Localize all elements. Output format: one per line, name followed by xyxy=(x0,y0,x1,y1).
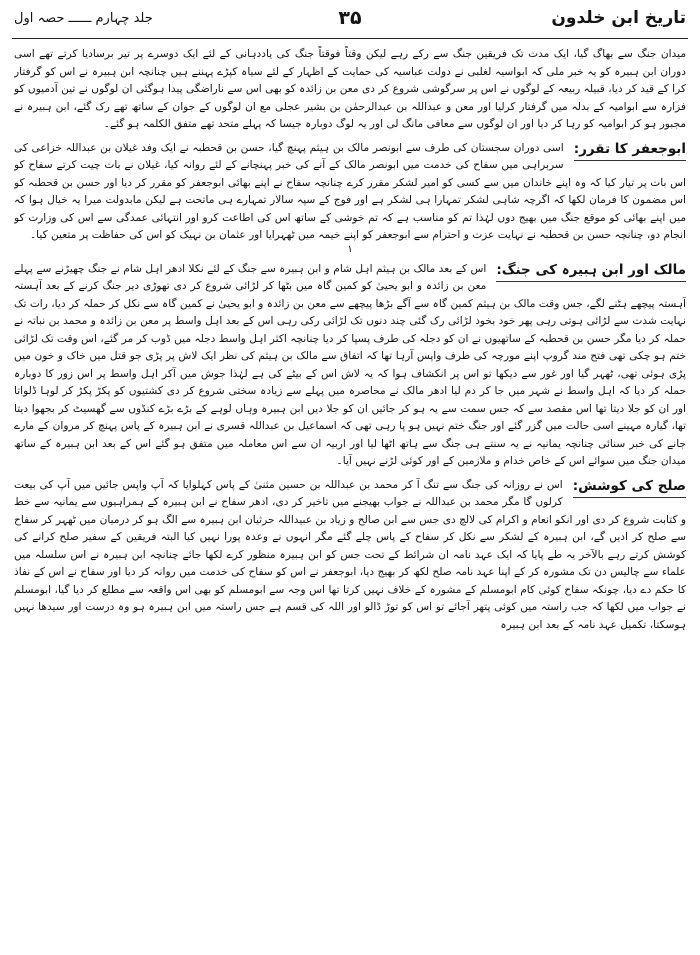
page-number: ۳۵ xyxy=(338,7,362,29)
paragraph-text: اسی دوران سجستان کی طرف سے ابونصر مالک بن ہیثم پہنچ گیا، حسن بن قحطبہ نے ایک وفد غیلان بن عبداللہ خزاعی کی سربراہی میں سفاح کی خدمت میں ابونصر مالک کے آنے کی خبر پہنچانے کے لئے روانہ کیا، غیلان نے بات چیت کرتے سفاح کو اس بات پر تیار کیا کہ وہ اپنے خاندان میں سے کسی کو امیر لشکر مقرر کرے چنانچہ سفاح نے اپنے بھائی ابوجعفر کو مقرر کر دیا اور حسن بن قحطبہ کو اس مضمون کا فرمان لکھا کہ اگرچہ شاہی لشکر تمہارا ہی لشکر ہے اور فوج کے سپہ سالار تمہارے ہی ماتحت ہے لیکن مابدولت میرا یہ خیال ہوا کہ میں اپنے بھائی کو موقع جنگ میں بھیج دوں لہٰذا تم کو مناسب ہے کہ تم خوشی کے ساتھ اس کی اطاعت کرو اور انتہائی عمدگی سے اس کی وزارت کو انجام دو، چنانچہ حسن بن قحطبہ نے نہایت عزت و احترام سے ابوجعفر کو اپنے خیمہ میں ٹھہرایا اور عثمان بن نہیک کو اس کی حفاظت پر متعین کیا۔ xyxy=(14,141,686,241)
footnote-mark: ۱ xyxy=(347,243,353,255)
section-heading: مالک اور ابن ہبیرہ کی جنگ: xyxy=(496,261,686,282)
section-peace-attempt xyxy=(14,477,686,635)
volume-label: جلد چہارم ــــــ حصہ اول xyxy=(14,11,153,26)
paragraph-text: اس کے بعد مالک بن ہیثم اہل شام و ابن ہبیرہ سے جنگ کے لئے نکلا ادھر اہل شام نے جنگ چھیڑنے سے پہلے معن بن زائدہ و ابو یحییٰ کو کمین گاہ میں بٹھا کر لڑائی شروع کر دی تھوڑی دیر جنگ کرنے کے بعد آہستہ آہستہ پیچھے ہٹنے لگے، جس وقت مالک بن ہیثم کمین گاہ سے آگے بڑھا پیچھے سے معن بن زائدہ و ابو یحییٰ نے کمین گاہ سے نکل کر حملہ کر دیا، رات تک نہایت شدت سے لڑائی ہوتی رہی پھر خود بخود لڑائی رک گئی چند دنوں تک لڑائی رکی رہی اس کے بعد اہل واسط پر معن بن زائدہ و محمد بن نباتہ نے حملہ کر دیا مگر حسن بن قحطبہ کے ساتھیوں نے ان کو دجلہ کی طرف پسپا کر دیا چنانچہ اکثر اہل واسط دجلہ میں ڈوب کر مر گئے، اس وقت تک لڑائی ختم ہو چکی تھی فتح مند گروپ اپنے مورچہ کی طرف واپس آرہا تھا کہ اتفاق سے مالک بن ہیثم کی نظر ایک لاش پر پڑی جو قتل میں خاک و خون میں پڑی ہوئی تھی، ٹھہر گیا اور غور سے دیکھا تو اس پر انکشاف ہوا کہ یہ لاش اس کے بیٹے کی ہے لہٰذا جوش میں آکر اہل واسط پر اس زور کا دوبارہ حملہ کر دیا کہ اہل واسط نے شہر میں جا کر دم لیا ادھر مالک نے محاصرہ میں پہلے سے زیادہ سختی شروع کر دی کشتیوں کو پکڑ پکڑ کر لوہا ڈلواتا اور ان کو جلا دیتا تھا اس مقصد سے کہ جس سمت سے یہ ہو کر جائیں ان کو جلا دیں ابن ہبیرہ وہاں لوہے کے بڑے بڑے کنڈوں سے گھسیٹ کر بجھوا دیتا تھا، گیارہ مہینے اسی حالت میں گزر گئے اور جنگ ختم نہیں ہو پا رہی تھی کہ اسماعیل بن عبداللہ قسری نے ابن ہبیرہ کے پاس پہنچ کر مروان کے مارے جانے کی خبر سنائی چنانچہ یمانیہ نے یہ سنتے ہی جنگ سے ہاتھ اٹھا لیا اور اربیہ ان سے اس معاملہ میں متفق ہو گئے اس کے بعد ابن ہبیرہ کے ساتھ میدان جنگ میں سوائے اس کے خاص خدام و ملازمین کے اور کوئی لڑنے نہیں آیا۔ xyxy=(14,262,686,467)
section-abu-jafar-appointment xyxy=(14,140,686,245)
section-heading: ابوجعفر کا تقرر: xyxy=(574,140,686,161)
paragraph-text: میدان جنگ سے بھاگ گیا، ایک مدت تک فریقین جنگ سے رکے رہے لیکن وقتاً فوقتاً جنگ کی یاددہانی کے لئے ایک دوسرے پر تیر برسادیا کرتے تھے اسی دوران ابن ہبیرہ کو یہ خبر ملی کہ ابواسیہ لغلبی نے دولت عباسیہ کی حمایت کے اظہار کے لئے سیاہ کپڑے پہننے ہیں چنانچہ ابن ہبیرہ نے اس کو گرفتار کرا کے قید کر دیا، قبیلہ ربیعہ کے لوگوں نے اس پر سرگوشی شروع کر دی معن بن زائدہ کو بھی اس سے ناراضگی پیدا ہوگئی ان لوگوں نے تین آدمیوں کو فزارہ سے ابوامیہ کے بدلہ میں گرفتار کرلیا اور معن و عبداللہ بن عبدالرحمٰن بن بشیر عجلی مع ان لوگوں کے جوان کے ساتھ تھے رک گئے، ابن ہبیرہ نے مجبور ہو کر ابوامیہ کو رہا کر دیا اور ان لوگوں سے معافی مانگ لی اور یہ لوگ دوبارہ جیسا کہ پہلے متحد تھے متفق الکلمہ ہو گئے۔ xyxy=(14,48,686,130)
section-malik-ibn-hubayra-battle xyxy=(14,261,686,471)
paragraph-1 xyxy=(14,46,686,134)
section-heading: صلح کی کوشش: xyxy=(573,477,686,498)
book-title: تاریخ ابن خلدون xyxy=(551,8,686,28)
page-header xyxy=(12,4,688,39)
page-body xyxy=(14,46,686,951)
paragraph-text: اس نے روزانہ کی جنگ سے تنگ آ کر محمد بن عبداللہ بن حسین مثنیٰ کے پاس کہلوایا کہ آپ واپس جائیں میں آپ کی بیعت کرلوں گا مگر محمد بن عبداللہ نے جواب بھیجنے میں تاخیر کر دی، ادھر سفاح نے ابن ہبیرہ کے ہمراہیوں سے یمانیہ سے خط و کتابت شروع کر دی اور انکو انعام و اکرام کی لالچ دی جس سے ابن صالح و زیاد بن عبیداللہ حرثیان ابن ہبیرہ سے الگ ہو کر درمیان میں ٹھہر کر سفاح سے صلح کر ادیں گے، ابن ہبیرہ کے لشکر سے نکل کر سفاح کے پاس چلے گئے مگر انہوں نے وعدہ پورا نہیں کیا البتہ فریقین کے سفیر صلح کرانے کی کوشش کرتے رہے بالآخر یہ طے پایا کہ ایک عہد نامہ ان شرائط کے تحت جس کو ابن ہبیرہ منظور کرے لکھا جائے چنانچہ ابن ہبیرہ نے اس سلسلہ میں علماء سے چالیس دن تک مشورہ کر کے اپنا عہد نامہ صلح لکھ کر بھیج دیا، ابوجعفر نے اس کو سفاح کی خدمت میں روانہ کر دیا اور سفاح نے اس کے نفاذ کا حکم دے دیا، چونکہ سفاح کوئی کام ابومسلم کے مشورہ کے خلاف نہیں کرتا تھا اس وجہ سے ابومسلم کو بھی اس واقعہ سے مطلع کر دیا گیا، ابومسلم نے جواب میں لکھا کہ جب راستہ میں کوئی پتھر آجائے تو اس کو توڑ ڈالو اور اللہ کی قسم ہے جس راستہ میں ابن ہبیرہ ہو وہ درست اور سیدھا نہیں ہوسکتا، تکمیل عہد نامہ کے بعد ابن ہبیرہ xyxy=(14,478,686,631)
